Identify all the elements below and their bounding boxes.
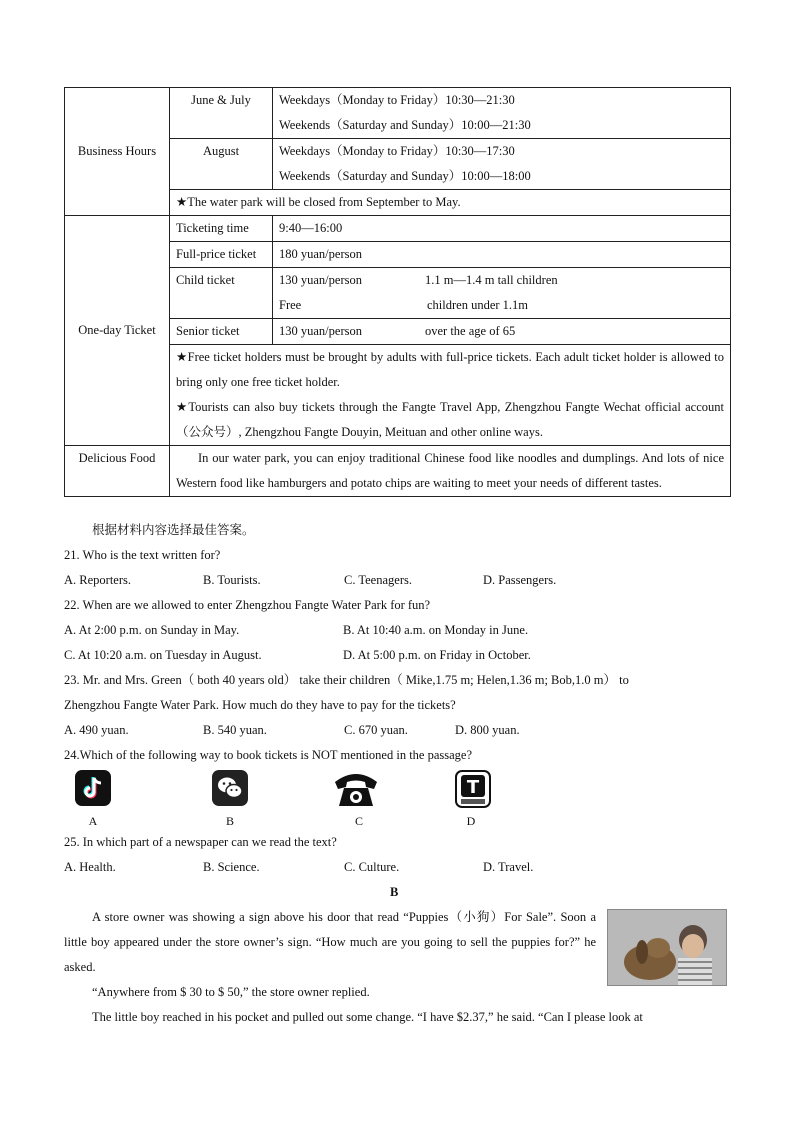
q23-option-d[interactable]: D. 800 yuan. — [455, 723, 520, 737]
q21-option-c[interactable]: C. Teenagers. — [344, 573, 412, 587]
ticket-note-2: ★Tourists can also buy tickets through the Fangte Travel App, Zhengzhou Fangte Wechat official account（公众号）, Zhengzhou Fangte Douyin, Meituan and other online ways. — [176, 400, 724, 439]
child-ticket-row1 — [273, 268, 731, 294]
info-table — [64, 87, 731, 497]
ticketing-time-label: Ticketing time — [170, 216, 273, 242]
child-ticket-label: Child ticket — [170, 268, 273, 319]
q23-line1: 23. Mr. and Mrs. Green（ both 40 years old） take their children（ Mike,1.75 m; Helen,1.36 m; Bob,1.0 m） to — [64, 673, 629, 687]
q25-option-b[interactable]: B. Science. — [203, 860, 260, 874]
q22-option-d[interactable]: D. At 5:00 p.m. on Friday in October. — [343, 648, 531, 662]
q25-option-c[interactable]: C. Culture. — [344, 860, 400, 874]
ticketing-time-value: 9:40—16:00 — [273, 216, 731, 242]
june-july-weekdays: Weekdays（Monday to Friday）10:30—21:30 — [273, 88, 731, 114]
wechat-icon[interactable] — [212, 770, 248, 810]
q21-option-b[interactable]: B. Tourists. — [203, 573, 261, 587]
june-july-weekends: Weekends（Saturday and Sunday）10:00—21:30 — [273, 113, 731, 139]
q21-option-a[interactable]: A. Reporters. — [64, 573, 131, 587]
senior-price: 130 yuan/person — [279, 324, 362, 338]
telephone-icon[interactable] — [332, 768, 380, 814]
q23-line2: Zhengzhou Fangte Water Park. How much do they have to pay for the tickets? — [64, 698, 456, 712]
child-desc-2: children under 1.1m — [427, 298, 529, 312]
august-weekdays: Weekdays（Monday to Friday）10:30—17:30 — [273, 139, 731, 165]
senior-desc: over the age of 65 — [425, 324, 516, 338]
q23-option-b[interactable]: B. 540 yuan. — [203, 723, 267, 737]
q21-option-d[interactable]: D. Passengers. — [483, 573, 557, 587]
q22-option-c[interactable]: C. At 10:20 a.m. on Tuesday in August. — [64, 648, 262, 662]
child-price-2: Free — [279, 298, 302, 312]
ticket-notes — [170, 345, 731, 446]
q24-text: 24.Which of the following way to book tickets is NOT mentioned in the passage? — [64, 748, 473, 762]
august-label: August — [170, 139, 273, 190]
q24-label-a: A — [88, 814, 98, 828]
full-price-label: Full-price ticket — [170, 242, 273, 268]
q25-option-a[interactable]: A. Health. — [64, 860, 116, 874]
full-price-value: 180 yuan/person — [273, 242, 731, 268]
august-weekends: Weekends（Saturday and Sunday）10:00—18:00 — [273, 164, 731, 190]
senior-ticket-row — [273, 319, 731, 345]
q23-option-a[interactable]: A. 490 yuan. — [64, 723, 129, 737]
story-para-3: The little boy reached in his pocket and pulled out some change. “I have $2.37,” he said. “Can I please look at — [92, 1010, 643, 1024]
q22-option-a[interactable]: A. At 2:00 p.m. on Sunday in May. — [64, 623, 240, 637]
story-para-1: A store owner was showing a sign above his door that read “Puppies（小狗）For Sale”. Soon a little boy appeared under the store owner’s sign. “How much are you going to sell the puppies for?” he asked. — [64, 910, 596, 974]
child-ticket-row2 — [273, 293, 731, 319]
section-b-heading: B — [390, 885, 399, 899]
boy-with-puppy-photo — [607, 909, 727, 986]
business-hours-label: Business Hours — [65, 88, 170, 216]
senior-ticket-label: Senior ticket — [170, 319, 273, 345]
q24-label-d: D — [466, 814, 476, 828]
q22-text: 22. When are we allowed to enter Zhengzhou Fangte Water Park for fun? — [64, 598, 431, 612]
q22-option-b[interactable]: B. At 10:40 a.m. on Monday in June. — [343, 623, 529, 637]
instruction: 根据材料内容选择最佳答案。 — [92, 523, 255, 537]
q24-label-b: B — [225, 814, 234, 828]
june-july-label: June & July — [170, 88, 273, 139]
q21-text: 21. Who is the text written for? — [64, 548, 221, 562]
ticket-note-1: ★Free ticket holders must be brought by adults with full-price tickets. Each adult ticket holder is allowed to bring only one free ticket holder. — [176, 350, 724, 389]
story-para-2: “Anywhere from $ 30 to $ 50,” the store owner replied. — [92, 985, 370, 999]
delicious-food-text: In our water park, you can enjoy traditional Chinese food like noodles and dumplings. And lots of nice Western food like hamburgers and potato chips are waiting to meet your needs of different tastes. — [170, 446, 731, 497]
closure-note: ★The water park will be closed from September to May. — [170, 190, 731, 216]
fangte-app-letter: T — [466, 777, 480, 798]
q24-label-c: C — [354, 814, 363, 828]
child-price-1: 130 yuan/person — [279, 273, 362, 287]
child-desc-1: 1.1 m—1.4 m tall children — [425, 273, 558, 287]
douyin-icon[interactable] — [75, 770, 111, 810]
one-day-ticket-label: One-day Ticket — [65, 216, 170, 446]
q25-text: 25. In which part of a newspaper can we read the text? — [64, 835, 337, 849]
fangte-app-icon[interactable] — [455, 770, 491, 812]
delicious-food-label: Delicious Food — [65, 446, 170, 497]
q25-option-d[interactable]: D. Travel. — [483, 860, 534, 874]
q23-option-c[interactable]: C. 670 yuan. — [344, 723, 408, 737]
